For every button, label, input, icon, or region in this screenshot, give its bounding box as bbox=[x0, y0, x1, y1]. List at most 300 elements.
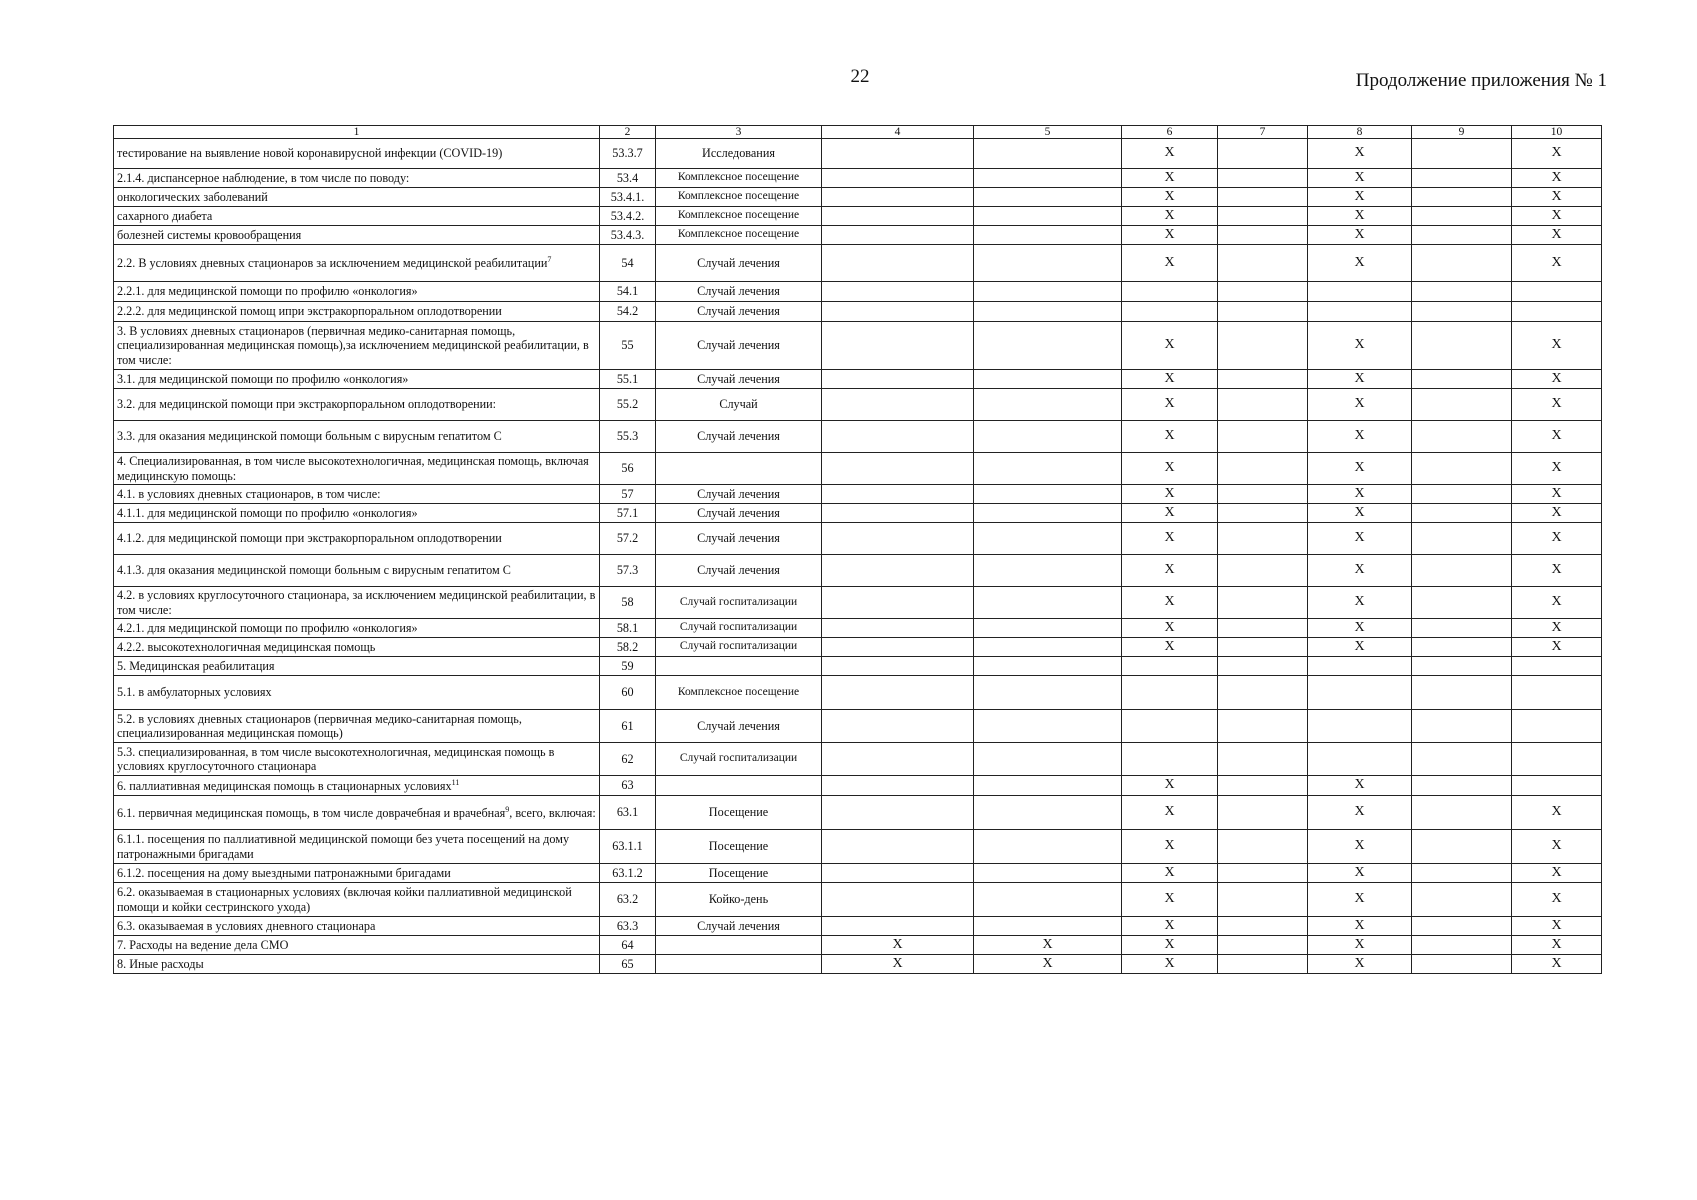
row-value-cell-c6: X bbox=[1122, 555, 1218, 587]
row-unit-cell bbox=[656, 776, 822, 796]
row-value-cell-c8: X bbox=[1308, 917, 1412, 936]
row-value-cell-c8: X bbox=[1308, 421, 1412, 453]
row-code-cell: 58 bbox=[600, 587, 656, 619]
row-unit-cell: Случай лечения bbox=[656, 523, 822, 555]
row-value-cell-c4 bbox=[822, 245, 974, 282]
row-value-cell-c7 bbox=[1218, 485, 1308, 504]
row-value-cell-c7 bbox=[1218, 139, 1308, 169]
row-value-cell-c4 bbox=[822, 917, 974, 936]
row-value-cell-c10: X bbox=[1512, 389, 1602, 421]
row-unit-cell: Случай лечения bbox=[656, 245, 822, 282]
row-name: 2.2.1. для медицинской помощи по профилю «онкология» bbox=[117, 284, 418, 299]
row-value-cell-c9 bbox=[1412, 169, 1512, 188]
row-value-cell-c6 bbox=[1122, 657, 1218, 676]
row-value-cell-c5 bbox=[974, 743, 1122, 776]
row-value-cell-c6: X bbox=[1122, 917, 1218, 936]
row-value-cell-c10: X bbox=[1512, 883, 1602, 917]
row-name: 3. В условиях дневных стационаров (первичная медико-санитарная помощь, специализированная медицинская помощь),за исключением медицинской реабилитации, в том числе: bbox=[117, 324, 589, 367]
row-value-cell-c7 bbox=[1218, 421, 1308, 453]
row-name-cell bbox=[114, 955, 600, 974]
row-value-cell-c7 bbox=[1218, 638, 1308, 657]
row-value-cell-c9 bbox=[1412, 676, 1512, 710]
row-value-cell-c8: X bbox=[1308, 883, 1412, 917]
row-value-cell-c4 bbox=[822, 796, 974, 830]
row-value-cell-c5 bbox=[974, 504, 1122, 523]
row-value-cell-c5 bbox=[974, 139, 1122, 169]
row-value-cell-c10: X bbox=[1512, 370, 1602, 389]
row-value-cell-c7 bbox=[1218, 936, 1308, 955]
row-value-cell-c7 bbox=[1218, 453, 1308, 485]
row-value-cell-c5: X bbox=[974, 955, 1122, 974]
row-value-cell-c7 bbox=[1218, 710, 1308, 743]
column-header: 2 bbox=[600, 126, 656, 139]
row-value-cell-c8: X bbox=[1308, 485, 1412, 504]
table-row bbox=[114, 421, 1602, 453]
row-value-cell-c5 bbox=[974, 776, 1122, 796]
footnote-ref: 7 bbox=[547, 255, 552, 265]
row-code-cell: 53.4.1. bbox=[600, 188, 656, 207]
row-value-cell-c6: X bbox=[1122, 322, 1218, 370]
row-value-cell-c8: X bbox=[1308, 523, 1412, 555]
table-row bbox=[114, 830, 1602, 864]
row-value-cell-c5 bbox=[974, 421, 1122, 453]
row-name: 5.3. специализированная, в том числе высокотехнологичная, медицинская помощь в условиях круглосуточного стационара bbox=[117, 744, 555, 773]
row-value-cell-c9 bbox=[1412, 485, 1512, 504]
row-unit-cell: Случай лечения bbox=[656, 710, 822, 743]
column-header: 4 bbox=[822, 126, 974, 139]
row-code-cell: 53.4.2. bbox=[600, 207, 656, 226]
row-value-cell-c8: X bbox=[1308, 504, 1412, 523]
row-value-cell-c10 bbox=[1512, 776, 1602, 796]
row-value-cell-c6 bbox=[1122, 710, 1218, 743]
row-name-cell bbox=[114, 619, 600, 638]
row-value-cell-c10: X bbox=[1512, 188, 1602, 207]
row-unit-cell: Случай bbox=[656, 389, 822, 421]
row-value-cell-c10: X bbox=[1512, 796, 1602, 830]
row-value-cell-c5 bbox=[974, 864, 1122, 883]
row-name: 4.2.1. для медицинской помощи по профилю «онкология» bbox=[117, 620, 418, 635]
row-value-cell-c6: X bbox=[1122, 226, 1218, 245]
row-value-cell-c5 bbox=[974, 555, 1122, 587]
row-value-cell-c10 bbox=[1512, 282, 1602, 302]
table-row bbox=[114, 619, 1602, 638]
row-unit-cell: Случай госпитализации bbox=[656, 587, 822, 619]
row-value-cell-c9 bbox=[1412, 796, 1512, 830]
row-value-cell-c9 bbox=[1412, 710, 1512, 743]
row-value-cell-c6: X bbox=[1122, 207, 1218, 226]
row-value-cell-c10 bbox=[1512, 743, 1602, 776]
row-value-cell-c10: X bbox=[1512, 421, 1602, 453]
row-name-cell bbox=[114, 638, 600, 657]
row-name-cell bbox=[114, 421, 600, 453]
row-value-cell-c5 bbox=[974, 485, 1122, 504]
row-name-cell bbox=[114, 226, 600, 245]
row-value-cell-c8: X bbox=[1308, 389, 1412, 421]
row-code-cell: 64 bbox=[600, 936, 656, 955]
row-name-tail: , всего, включая: bbox=[509, 806, 596, 821]
row-name: 3.2. для медицинской помощи при экстракорпоральном оплодотворении: bbox=[117, 397, 497, 412]
row-name: 3.3. для оказания медицинской помощи больным с вирусным гепатитом С bbox=[117, 429, 502, 444]
row-value-cell-c9 bbox=[1412, 302, 1512, 322]
column-header: 7 bbox=[1218, 126, 1308, 139]
row-value-cell-c8 bbox=[1308, 302, 1412, 322]
row-unit-cell: Случай лечения bbox=[656, 504, 822, 523]
row-unit-cell: Случай госпитализации bbox=[656, 619, 822, 638]
row-value-cell-c10: X bbox=[1512, 936, 1602, 955]
table-row bbox=[114, 883, 1602, 917]
row-name-cell bbox=[114, 389, 600, 421]
row-value-cell-c8: X bbox=[1308, 245, 1412, 282]
row-value-cell-c9 bbox=[1412, 504, 1512, 523]
row-value-cell-c5 bbox=[974, 226, 1122, 245]
row-name: 2.2.2. для медицинской помощ ипри экстракорпоральном оплодотворении bbox=[117, 304, 502, 319]
row-value-cell-c6: X bbox=[1122, 587, 1218, 619]
row-code-cell: 53.4.3. bbox=[600, 226, 656, 245]
row-value-cell-c10: X bbox=[1512, 917, 1602, 936]
row-value-cell-c9 bbox=[1412, 207, 1512, 226]
row-name-cell bbox=[114, 657, 600, 676]
row-unit-cell: Койко-день bbox=[656, 883, 822, 917]
row-value-cell-c7 bbox=[1218, 302, 1308, 322]
row-name-cell bbox=[114, 883, 600, 917]
row-unit-cell: Случай лечения bbox=[656, 322, 822, 370]
row-unit-cell: Случай лечения bbox=[656, 555, 822, 587]
row-value-cell-c4 bbox=[822, 504, 974, 523]
row-value-cell-c5 bbox=[974, 302, 1122, 322]
table-row bbox=[114, 796, 1602, 830]
row-code-cell: 57.2 bbox=[600, 523, 656, 555]
row-value-cell-c6: X bbox=[1122, 169, 1218, 188]
row-value-cell-c10 bbox=[1512, 302, 1602, 322]
row-value-cell-c10: X bbox=[1512, 322, 1602, 370]
row-value-cell-c7 bbox=[1218, 322, 1308, 370]
row-value-cell-c9 bbox=[1412, 917, 1512, 936]
row-value-cell-c8: X bbox=[1308, 169, 1412, 188]
row-value-cell-c6 bbox=[1122, 743, 1218, 776]
row-value-cell-c7 bbox=[1218, 370, 1308, 389]
row-value-cell-c4 bbox=[822, 370, 974, 389]
row-value-cell-c9 bbox=[1412, 370, 1512, 389]
row-unit-cell: Случай лечения bbox=[656, 917, 822, 936]
row-name: 5.1. в амбулаторных условиях bbox=[117, 685, 272, 700]
table-row bbox=[114, 638, 1602, 657]
row-name: 7. Расходы на ведение дела СМО bbox=[117, 937, 289, 952]
row-value-cell-c4 bbox=[822, 188, 974, 207]
table-row bbox=[114, 523, 1602, 555]
row-value-cell-c9 bbox=[1412, 657, 1512, 676]
row-name: 6.1. первичная медицинская помощь, в том числе доврачебная и врачебная bbox=[117, 806, 506, 821]
row-name: 6.1.2. посещения на дому выездными патронажными бригадами bbox=[117, 865, 451, 880]
row-value-cell-c4 bbox=[822, 421, 974, 453]
appendix-continuation-note: Продолжение приложения № 1 bbox=[1355, 70, 1607, 91]
row-value-cell-c9 bbox=[1412, 421, 1512, 453]
row-value-cell-c10: X bbox=[1512, 864, 1602, 883]
row-value-cell-c6: X bbox=[1122, 619, 1218, 638]
row-value-cell-c8 bbox=[1308, 282, 1412, 302]
row-value-cell-c8: X bbox=[1308, 139, 1412, 169]
row-value-cell-c8: X bbox=[1308, 955, 1412, 974]
row-value-cell-c4 bbox=[822, 743, 974, 776]
row-value-cell-c4 bbox=[822, 322, 974, 370]
row-value-cell-c6: X bbox=[1122, 936, 1218, 955]
row-value-cell-c8: X bbox=[1308, 830, 1412, 864]
table-row bbox=[114, 743, 1602, 776]
table-header-row bbox=[114, 126, 1602, 139]
row-name-cell bbox=[114, 710, 600, 743]
row-value-cell-c8: X bbox=[1308, 207, 1412, 226]
row-value-cell-c6: X bbox=[1122, 883, 1218, 917]
row-value-cell-c7 bbox=[1218, 743, 1308, 776]
row-code-cell: 57.3 bbox=[600, 555, 656, 587]
row-value-cell-c8: X bbox=[1308, 370, 1412, 389]
row-value-cell-c9 bbox=[1412, 955, 1512, 974]
row-value-cell-c4 bbox=[822, 587, 974, 619]
row-value-cell-c9 bbox=[1412, 523, 1512, 555]
row-value-cell-c10 bbox=[1512, 676, 1602, 710]
row-value-cell-c7 bbox=[1218, 188, 1308, 207]
row-value-cell-c5 bbox=[974, 657, 1122, 676]
table-row bbox=[114, 169, 1602, 188]
row-name: болезней системы кровообращения bbox=[117, 227, 302, 242]
row-unit-cell bbox=[656, 657, 822, 676]
row-name-cell bbox=[114, 676, 600, 710]
row-value-cell-c4 bbox=[822, 169, 974, 188]
row-name-cell bbox=[114, 282, 600, 302]
row-value-cell-c5 bbox=[974, 587, 1122, 619]
row-unit-cell: Исследования bbox=[656, 139, 822, 169]
table-row bbox=[114, 453, 1602, 485]
row-value-cell-c8: X bbox=[1308, 796, 1412, 830]
row-value-cell-c4 bbox=[822, 302, 974, 322]
row-value-cell-c6: X bbox=[1122, 864, 1218, 883]
row-value-cell-c7 bbox=[1218, 555, 1308, 587]
row-name: 5. Медицинская реабилитация bbox=[117, 658, 275, 673]
row-value-cell-c4 bbox=[822, 710, 974, 743]
row-value-cell-c7 bbox=[1218, 587, 1308, 619]
row-code-cell: 61 bbox=[600, 710, 656, 743]
column-header: 3 bbox=[656, 126, 822, 139]
row-value-cell-c7 bbox=[1218, 504, 1308, 523]
row-value-cell-c8: X bbox=[1308, 936, 1412, 955]
row-value-cell-c10: X bbox=[1512, 139, 1602, 169]
row-code-cell: 55.3 bbox=[600, 421, 656, 453]
row-code-cell: 57 bbox=[600, 485, 656, 504]
row-unit-cell: Комплексное посещение bbox=[656, 676, 822, 710]
row-code-cell: 63.3 bbox=[600, 917, 656, 936]
row-value-cell-c9 bbox=[1412, 282, 1512, 302]
row-name-cell bbox=[114, 245, 600, 282]
row-value-cell-c4 bbox=[822, 282, 974, 302]
row-value-cell-c4 bbox=[822, 676, 974, 710]
row-value-cell-c8: X bbox=[1308, 864, 1412, 883]
row-value-cell-c9 bbox=[1412, 245, 1512, 282]
table-row bbox=[114, 710, 1602, 743]
row-value-cell-c9 bbox=[1412, 453, 1512, 485]
row-name-cell bbox=[114, 796, 600, 830]
row-value-cell-c6: X bbox=[1122, 504, 1218, 523]
row-code-cell: 55.2 bbox=[600, 389, 656, 421]
row-value-cell-c7 bbox=[1218, 955, 1308, 974]
row-code-cell: 57.1 bbox=[600, 504, 656, 523]
row-unit-cell bbox=[656, 453, 822, 485]
row-value-cell-c4 bbox=[822, 139, 974, 169]
row-value-cell-c4 bbox=[822, 485, 974, 504]
row-value-cell-c6: X bbox=[1122, 370, 1218, 389]
row-unit-cell bbox=[656, 955, 822, 974]
row-code-cell: 54.2 bbox=[600, 302, 656, 322]
row-value-cell-c8: X bbox=[1308, 453, 1412, 485]
row-value-cell-c7 bbox=[1218, 226, 1308, 245]
table-row bbox=[114, 657, 1602, 676]
row-value-cell-c5 bbox=[974, 207, 1122, 226]
row-code-cell: 65 bbox=[600, 955, 656, 974]
row-value-cell-c8: X bbox=[1308, 638, 1412, 657]
row-value-cell-c8 bbox=[1308, 743, 1412, 776]
row-name: 2.1.4. диспансерное наблюдение, в том числе по поводу: bbox=[117, 170, 410, 185]
row-value-cell-c4 bbox=[822, 389, 974, 421]
row-value-cell-c7 bbox=[1218, 776, 1308, 796]
row-name-cell bbox=[114, 453, 600, 485]
row-value-cell-c9 bbox=[1412, 776, 1512, 796]
row-name-cell bbox=[114, 830, 600, 864]
row-value-cell-c4 bbox=[822, 523, 974, 555]
table-row bbox=[114, 322, 1602, 370]
row-value-cell-c6: X bbox=[1122, 139, 1218, 169]
row-name: 4.1.1. для медицинской помощи по профилю «онкология» bbox=[117, 505, 418, 520]
row-value-cell-c4 bbox=[822, 864, 974, 883]
row-value-cell-c5 bbox=[974, 322, 1122, 370]
row-name-cell bbox=[114, 188, 600, 207]
row-name: 4.2.2. высокотехнологичная медицинская помощь bbox=[117, 639, 376, 654]
row-code-cell: 62 bbox=[600, 743, 656, 776]
row-value-cell-c4 bbox=[822, 453, 974, 485]
row-value-cell-c4 bbox=[822, 638, 974, 657]
row-name: 4.2. в условиях круглосуточного стационара, за исключением медицинской реабилитации, в том числе: bbox=[117, 588, 596, 617]
row-value-cell-c10: X bbox=[1512, 619, 1602, 638]
row-unit-cell: Посещение bbox=[656, 864, 822, 883]
row-value-cell-c5 bbox=[974, 710, 1122, 743]
row-name: 8. Иные расходы bbox=[117, 956, 204, 971]
row-name: 4.1.3. для оказания медицинской помощи больным с вирусным гепатитом С bbox=[117, 563, 511, 578]
row-value-cell-c9 bbox=[1412, 226, 1512, 245]
table-row bbox=[114, 504, 1602, 523]
row-value-cell-c6 bbox=[1122, 282, 1218, 302]
row-code-cell: 63.1.2 bbox=[600, 864, 656, 883]
row-value-cell-c5 bbox=[974, 370, 1122, 389]
row-name-cell bbox=[114, 864, 600, 883]
table-row bbox=[114, 389, 1602, 421]
row-value-cell-c5 bbox=[974, 389, 1122, 421]
row-name-cell bbox=[114, 322, 600, 370]
row-value-cell-c4 bbox=[822, 619, 974, 638]
row-name-cell bbox=[114, 504, 600, 523]
row-name: 6.3. оказываемая в условиях дневного стационара bbox=[117, 918, 376, 933]
row-unit-cell: Случай лечения bbox=[656, 370, 822, 389]
row-code-cell: 56 bbox=[600, 453, 656, 485]
row-value-cell-c10 bbox=[1512, 657, 1602, 676]
row-value-cell-c5 bbox=[974, 188, 1122, 207]
row-name: онкологических заболеваний bbox=[117, 189, 268, 204]
row-value-cell-c9 bbox=[1412, 830, 1512, 864]
row-value-cell-c4 bbox=[822, 226, 974, 245]
table-row bbox=[114, 676, 1602, 710]
row-value-cell-c5 bbox=[974, 917, 1122, 936]
row-value-cell-c10: X bbox=[1512, 169, 1602, 188]
row-value-cell-c5 bbox=[974, 523, 1122, 555]
table-row bbox=[114, 485, 1602, 504]
page-number: 22 bbox=[850, 66, 870, 87]
row-value-cell-c9 bbox=[1412, 389, 1512, 421]
row-name-cell bbox=[114, 485, 600, 504]
row-value-cell-c6: X bbox=[1122, 638, 1218, 657]
row-value-cell-c7 bbox=[1218, 245, 1308, 282]
row-value-cell-c4 bbox=[822, 830, 974, 864]
row-value-cell-c5 bbox=[974, 282, 1122, 302]
row-value-cell-c5 bbox=[974, 169, 1122, 188]
row-value-cell-c6: X bbox=[1122, 830, 1218, 864]
row-unit-cell: Случай госпитализации bbox=[656, 743, 822, 776]
table-row bbox=[114, 188, 1602, 207]
column-header: 1 bbox=[114, 126, 600, 139]
row-value-cell-c8 bbox=[1308, 676, 1412, 710]
row-code-cell: 58.1 bbox=[600, 619, 656, 638]
row-name-cell bbox=[114, 302, 600, 322]
row-name: 4.1. в условиях дневных стационаров, в том числе: bbox=[117, 486, 381, 501]
row-value-cell-c8: X bbox=[1308, 619, 1412, 638]
row-unit-cell: Случай госпитализации bbox=[656, 638, 822, 657]
row-value-cell-c10: X bbox=[1512, 555, 1602, 587]
table-row bbox=[114, 917, 1602, 936]
row-value-cell-c5 bbox=[974, 619, 1122, 638]
row-value-cell-c8 bbox=[1308, 710, 1412, 743]
row-value-cell-c8: X bbox=[1308, 322, 1412, 370]
row-value-cell-c8: X bbox=[1308, 555, 1412, 587]
row-name-cell bbox=[114, 169, 600, 188]
row-value-cell-c6: X bbox=[1122, 421, 1218, 453]
row-value-cell-c4: X bbox=[822, 936, 974, 955]
row-unit-cell: Посещение bbox=[656, 796, 822, 830]
row-code-cell: 63.1.1 bbox=[600, 830, 656, 864]
row-value-cell-c10: X bbox=[1512, 504, 1602, 523]
row-name-cell bbox=[114, 587, 600, 619]
row-name-cell bbox=[114, 917, 600, 936]
row-value-cell-c7 bbox=[1218, 864, 1308, 883]
row-unit-cell: Случай лечения bbox=[656, 421, 822, 453]
row-value-cell-c4 bbox=[822, 555, 974, 587]
row-value-cell-c9 bbox=[1412, 883, 1512, 917]
row-value-cell-c7 bbox=[1218, 657, 1308, 676]
row-value-cell-c7 bbox=[1218, 796, 1308, 830]
table-row bbox=[114, 139, 1602, 169]
row-name-cell bbox=[114, 370, 600, 389]
row-value-cell-c6 bbox=[1122, 676, 1218, 710]
table-row bbox=[114, 955, 1602, 974]
row-value-cell-c7 bbox=[1218, 619, 1308, 638]
row-value-cell-c5 bbox=[974, 676, 1122, 710]
row-value-cell-c7 bbox=[1218, 917, 1308, 936]
table-row bbox=[114, 587, 1602, 619]
row-name-cell bbox=[114, 207, 600, 226]
row-value-cell-c8: X bbox=[1308, 188, 1412, 207]
row-value-cell-c6: X bbox=[1122, 453, 1218, 485]
table-row bbox=[114, 555, 1602, 587]
column-header: 6 bbox=[1122, 126, 1218, 139]
row-value-cell-c5 bbox=[974, 638, 1122, 657]
row-value-cell-c9 bbox=[1412, 619, 1512, 638]
row-value-cell-c5 bbox=[974, 245, 1122, 282]
row-value-cell-c9 bbox=[1412, 188, 1512, 207]
row-value-cell-c5 bbox=[974, 453, 1122, 485]
